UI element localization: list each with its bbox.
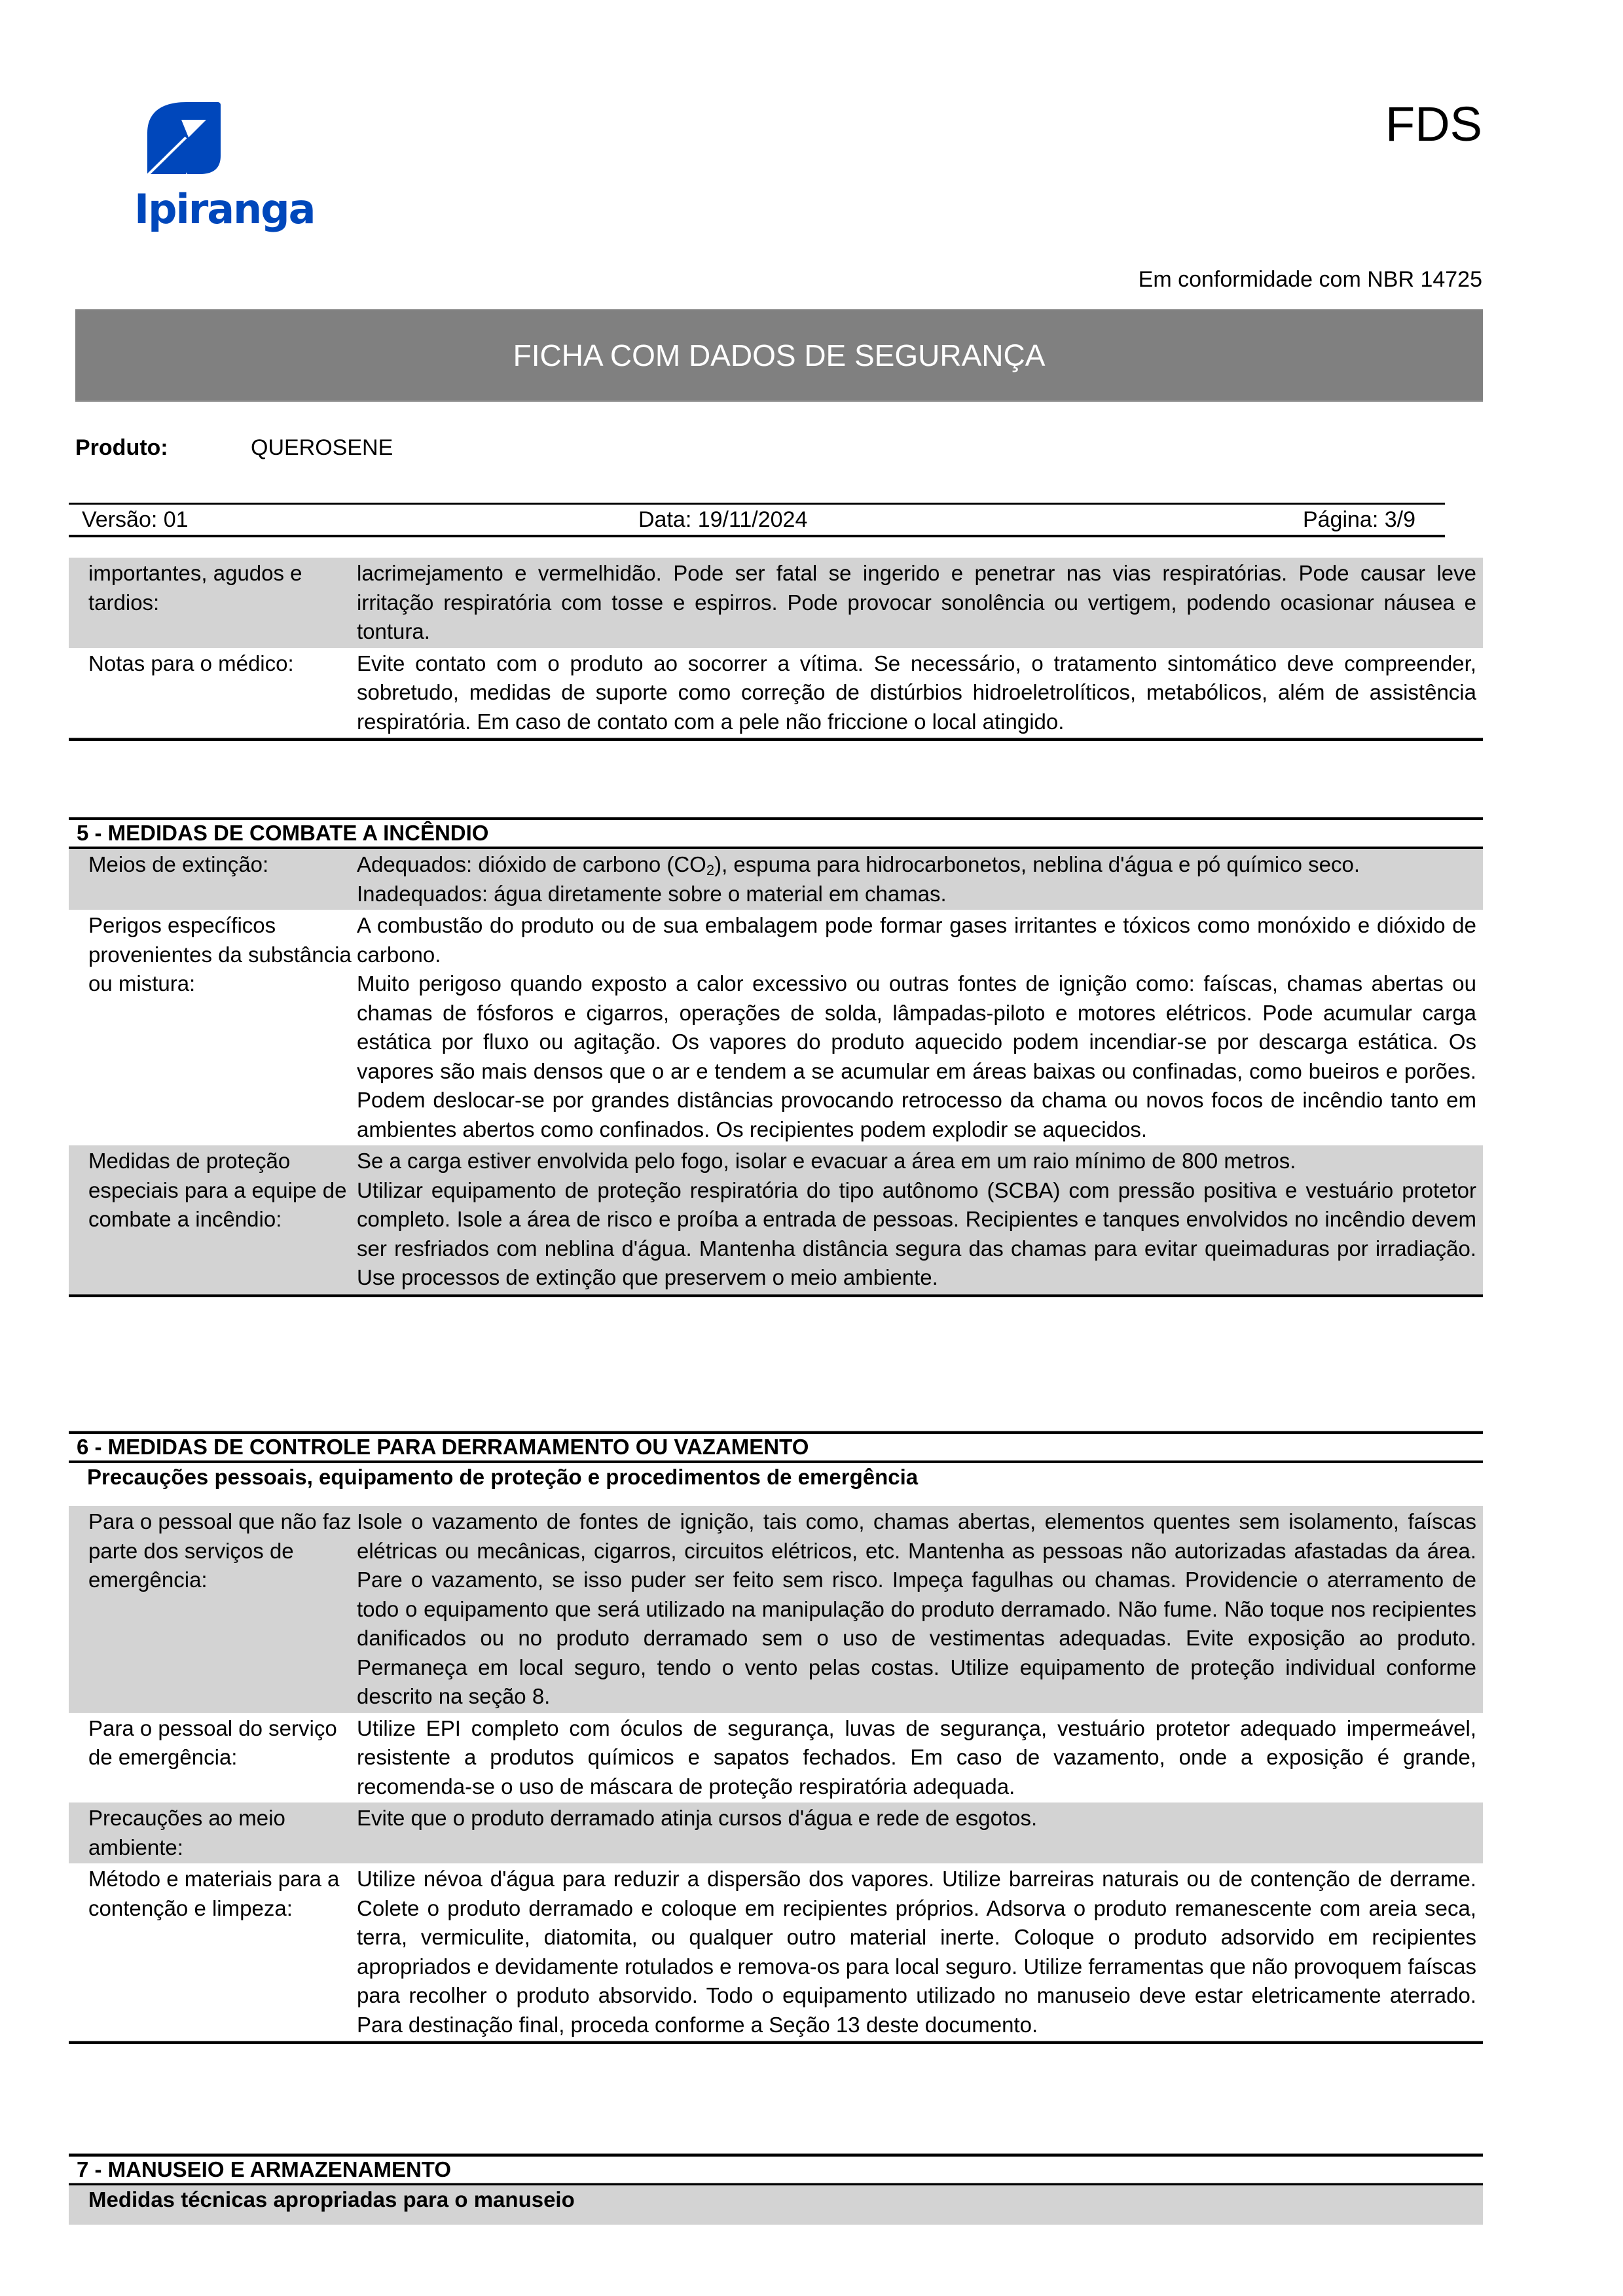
row-value-part: Muito perigoso quando exposto a calor excessivo ou outras fontes de ignição como: faíscas, chamas abertas ou chamas de fósforos e cigarros, operações de solda, lâmpadas-piloto e motores elétricos. Pode acumular carga estática por fluxo ou agitação. Os vapores do produto aquecido podem incendiar-se por descarga estática. Os vapores são mais densos que o ar e tendem a se acumular em áreas baixas ou confinadas, como bueiros e porões. Podem deslocar-se por grandes distâncias provocando retrocesso da chama ou novos focos de incêndio tanto em ambientes abertos como confinados. Os recipientes podem explodir se aquecidos. (357, 971, 1476, 1141)
page-title: FICHA COM DADOS DE SEGURANÇA (513, 338, 1046, 372)
row-label: Para o pessoal que não faz parte dos serviços de emergência: (88, 1509, 352, 1592)
section-4-continuation (69, 558, 1483, 741)
row-value-unsuitable: Inadequados: água diretamente sobre o material em chamas. (357, 881, 947, 906)
table-row (69, 1506, 1483, 1713)
section-7 (69, 2153, 1483, 2225)
table-row (69, 910, 1483, 1145)
document-code: FDS (1385, 97, 1482, 151)
value-text: ), espuma para hidrocarbonetos, neblina d'água e pó químico seco. (714, 852, 1360, 876)
section-title: 6 - MEDIDAS DE CONTROLE PARA DERRAMAMENTO OU VAZAMENTO (77, 1435, 809, 1459)
table-row (69, 849, 1483, 910)
row-label: Precauções ao meio ambiente: (88, 1806, 285, 1859)
row-value: Utilize névoa d'água para reduzir a dispersão dos vapores. Utilize barreiras naturais ou de contenção de derrame. Colete o produto derramado e coloque em recipientes próprios. Adsorva o produto remanescente com areia seca, terra, vermiculite, diatomita, ou qualquer outro material inerte. Coloque o produto adsorvido em recipientes apropriados e devidamente rotulados e remova-os para local seguro. Utilize ferramentas que não provoquem faíscas para recolher o produto absorvido. Todo o equipamento utilizado no manuseio deve estar eletricamente aterrado. Para destinação final, proceda conforme a Seção 13 deste documento. (357, 1867, 1476, 2037)
row-value (357, 849, 1483, 910)
table-row (69, 1713, 1483, 1803)
title-bar (75, 309, 1483, 402)
row-value: Evite contato com o produto ao socorrer a vítima. Se necessário, o tratamento sintomático deve compreender, sobretudo, medidas de suporte como correção de distúrbios hidroeletrolíticos, metabólicos, além de assistência respiratória. Em caso de contato com a pele não friccione o local atingido. (357, 651, 1476, 734)
version-line (69, 503, 1445, 537)
product-value: QUEROSENE (251, 435, 393, 460)
logo-wordmark: Ipiranga (134, 185, 315, 233)
row-label: Para o pessoal do serviço de emergência: (88, 1715, 337, 1769)
row-value (357, 910, 1483, 1145)
version-text: Versão: 01 (82, 507, 189, 532)
logo-mark-icon (134, 97, 259, 182)
row-label: Notas para o médico: (88, 651, 294, 675)
row-value-part: A combustão do produto ou de sua embalagem pode formar gases irritantes e tóxicos como monóxido e dióxido de carbono. (357, 913, 1476, 967)
row-value-part: Utilizar equipamento de proteção respiratória do tipo autônomo (SCBA) com pressão positiva e vestuário protetor completo. Isole a área de risco e proíba a entrada de pessoas. Recipientes e tanques envolvidos no incêndio devem ser resfriados com neblina d'água. Mantenha distância segura das chamas para evitar queimaduras por irradiação. Use processos de extinção que preservem o meio ambiente. (357, 1177, 1476, 1289)
section-subtitle: Precauções pessoais, equipamento de proteção e procedimentos de emergência (87, 1465, 919, 1489)
product-label: Produto: (75, 435, 168, 460)
row-value (357, 1145, 1483, 1294)
row-value: Evite que o produto derramado atinja cursos d'água e rede de esgotos. (357, 1806, 1038, 1830)
page-number: Página: 3/9 (1302, 507, 1415, 532)
row-value: Utilize EPI completo com óculos de segurança, luvas de segurança, vestuário protetor adequado impermeável, resistente a produtos químicos e sapatos fechados. Em caso de vazamento, onde a exposição é grande, recomenda-se o uso de máscara de proteção respiratória adequada. (357, 1715, 1476, 1799)
row-label: Meios de extinção: (88, 852, 269, 876)
divider (69, 738, 1483, 741)
table-row (69, 1803, 1483, 1863)
table-row (69, 558, 1483, 648)
table-row (69, 1145, 1483, 1294)
subscript: 2 (706, 862, 715, 878)
subtitle-row (69, 2185, 1483, 2225)
company-logo (134, 97, 315, 238)
row-label: importantes, agudos e tardios: (88, 561, 302, 615)
section-title: 5 - MEDIDAS DE COMBATE A INCÊNDIO (77, 821, 489, 845)
date-text: Data: 19/11/2024 (638, 507, 808, 532)
row-label: Medidas de proteção especiais para a equipe de combate a incêndio: (88, 1149, 347, 1231)
row-label: Método e materiais para a contenção e limpeza: (88, 1867, 340, 1920)
row-label: Perigos específicos provenientes da substância ou mistura: (88, 913, 352, 996)
section-5 (69, 817, 1483, 1297)
section-subtitle: Medidas técnicas apropriadas para o manuseio (88, 2187, 575, 2212)
row-value-suitable (357, 850, 1476, 880)
value-text: Adequados: dióxido de carbono (CO (357, 852, 706, 876)
conformity-note: Em conformidade com NBR 14725 (1138, 267, 1482, 292)
section-title: 7 - MANUSEIO E ARMAZENAMENTO (77, 2157, 452, 2181)
table-row (69, 1863, 1483, 2041)
row-value: Isole o vazamento de fontes de ignição, tais como, chamas abertas, elementos quentes sem isolamento, faíscas elétricas ou mecânicas, cigarros, circuitos elétricos, etc. Mantenha as pessoas não autorizadas afastadas da área. Pare o vazamento, se isso puder ser feito sem risco. Impeça fagulhas ou chamas. Providencie o aterramento de todo o equipamento que será utilizado na manipulação do produto derramado. Não fume. Não toque nos recipientes danificados ou no produto derramado sem o uso de vestimentas adequadas. Evite exposição ao produto. Permaneça em local seguro, tendo o vento pelas costas. Utilize equipamento de proteção individual conforme descrito na seção 8. (357, 1509, 1476, 1708)
divider (69, 1294, 1483, 1297)
divider (69, 2041, 1483, 2044)
row-value: lacrimejamento e vermelhidão. Pode ser fatal se ingerido e penetrar nas vias respiratórias. Pode causar leve irritação respiratória com tosse e espirros. Pode provocar sonolência ou vertigem, podendo ocasionar náusea e tontura. (357, 561, 1476, 643)
table-row (69, 648, 1483, 738)
row-value-part: Se a carga estiver envolvida pelo fogo, isolar e evacuar a área em um raio mínimo de 800 metros. (357, 1149, 1296, 1173)
section-6 (69, 1431, 1483, 2044)
